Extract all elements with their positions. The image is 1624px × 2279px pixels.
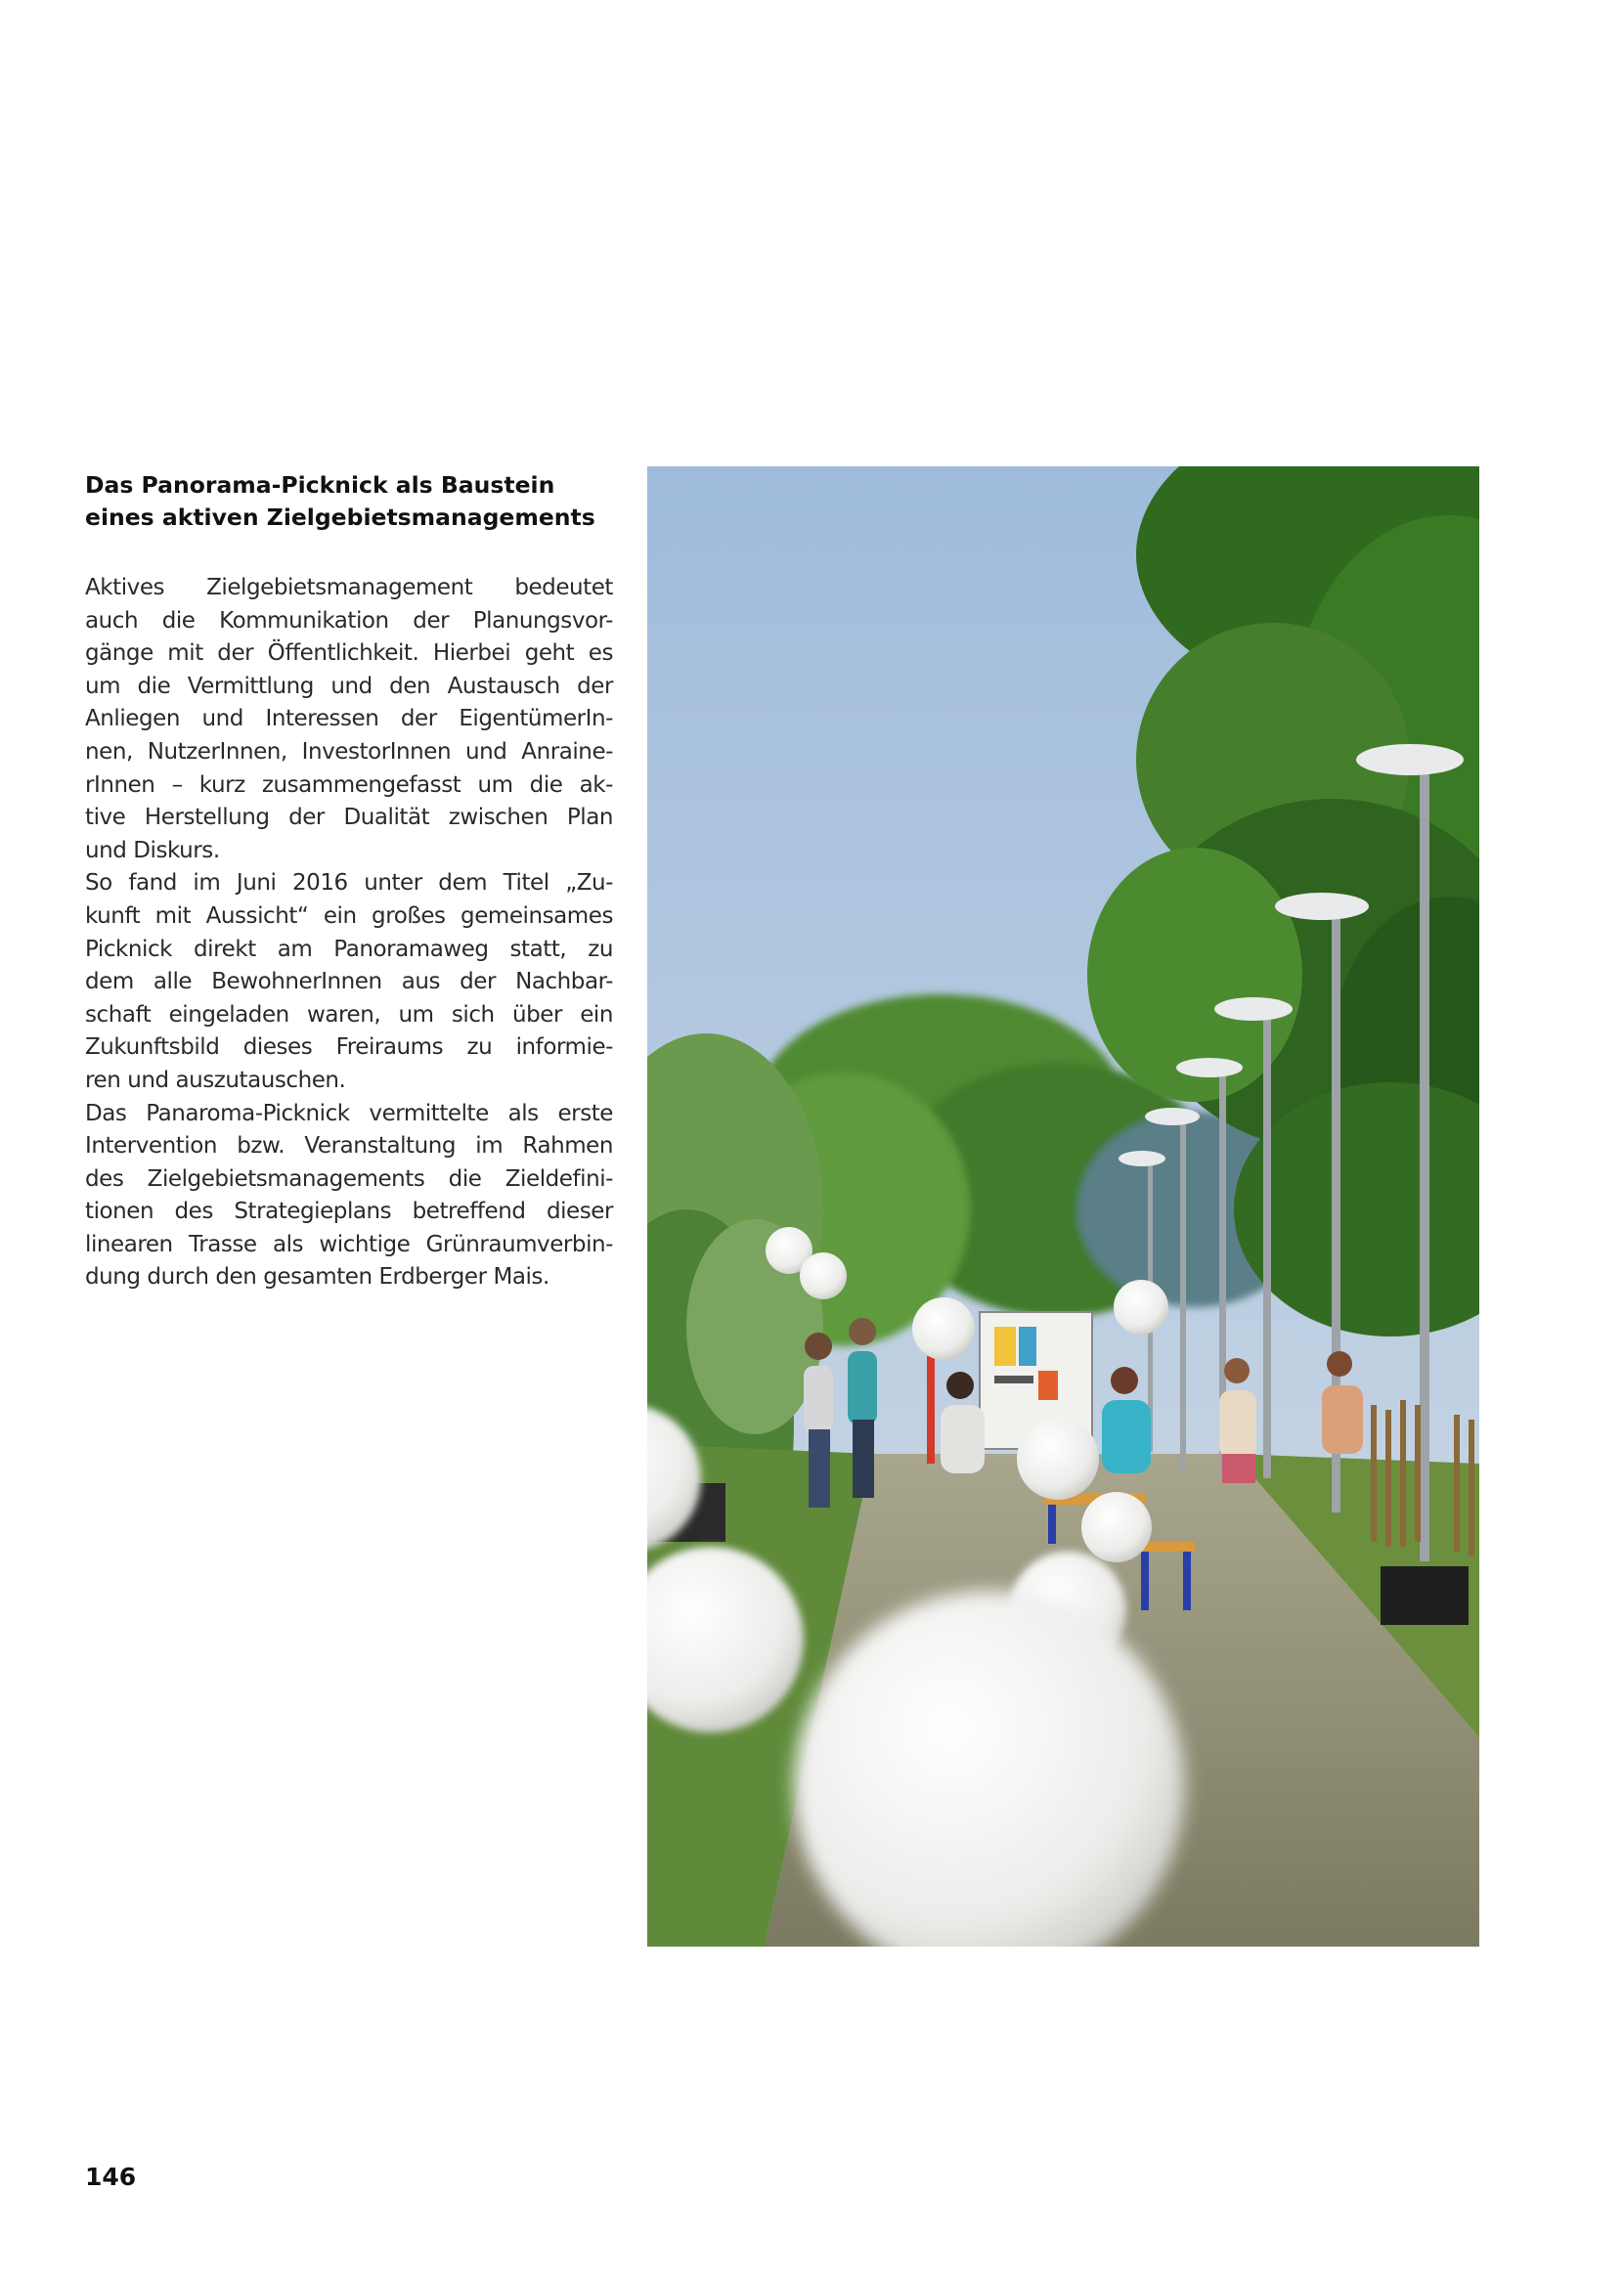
body-paragraphs [85,572,613,1294]
picnic-photo-illustration [647,466,1479,1947]
body-line: kunft mit Aussicht“ ein großes gemeinsames [85,902,613,929]
body-line: gänge mit der Öffentlichkeit. Hierbei geht es [85,640,613,667]
body-line: dem alle BewohnerInnen aus der Nachbar- [85,969,613,995]
heading-line: Das Panorama-Picknick als Baustein [85,471,555,499]
body-line: schaft eingeladen waren, um sich über ein [85,1001,613,1028]
body-line: und Diskurs. [85,837,220,863]
body-line: rInnen – kurz zusammengefasst um die ak- [85,771,613,798]
body-line: des Zielgebietsmanagements die Zieldefini- [85,1165,613,1192]
marker-pole [927,1356,935,1464]
body-line: auch die Kommunikation der Planungsvor- [85,607,613,634]
section-heading [85,469,633,534]
page-number: 146 [85,2163,137,2191]
body-line: nen, NutzerInnen, InvestorInnen und Anraine- [85,738,613,765]
body-line: Zukunftsbild dieses Freiraums zu informie- [85,1034,613,1061]
body-line: Aktives Zielgebietsmanagement bedeutet [85,575,613,600]
body-line: Anliegen und Interessen der EigentümerIn- [85,706,613,732]
body-line: Das Panaroma-Picknick vermittelte als erste [85,1100,613,1126]
body-line: Picknick direkt am Panoramaweg statt, zu [85,936,613,962]
body-line: tive Herstellung der Dualität zwischen Plan [85,805,613,831]
body-line: So fand im Juni 2016 unter dem Titel „Zu- [85,870,613,897]
heading-line: eines aktiven Zielgebietsmanagements [85,504,595,531]
body-line: tionen des Strategieplans betreffend dieser [85,1199,613,1225]
body-line: Intervention bzw. Veranstaltung im Rahmen [85,1133,613,1160]
body-line: ren und auszutauschen. [85,1067,346,1093]
body-line: linearen Trasse als wichtige Grünraumverbin- [85,1231,613,1257]
body-line: um die Vermittlung und den Austausch der [85,673,613,699]
trash-bin-right [1381,1566,1469,1625]
picnic-photo [647,466,1479,1947]
body-line: dung durch den gesamten Erdberger Mais. [85,1264,549,1291]
